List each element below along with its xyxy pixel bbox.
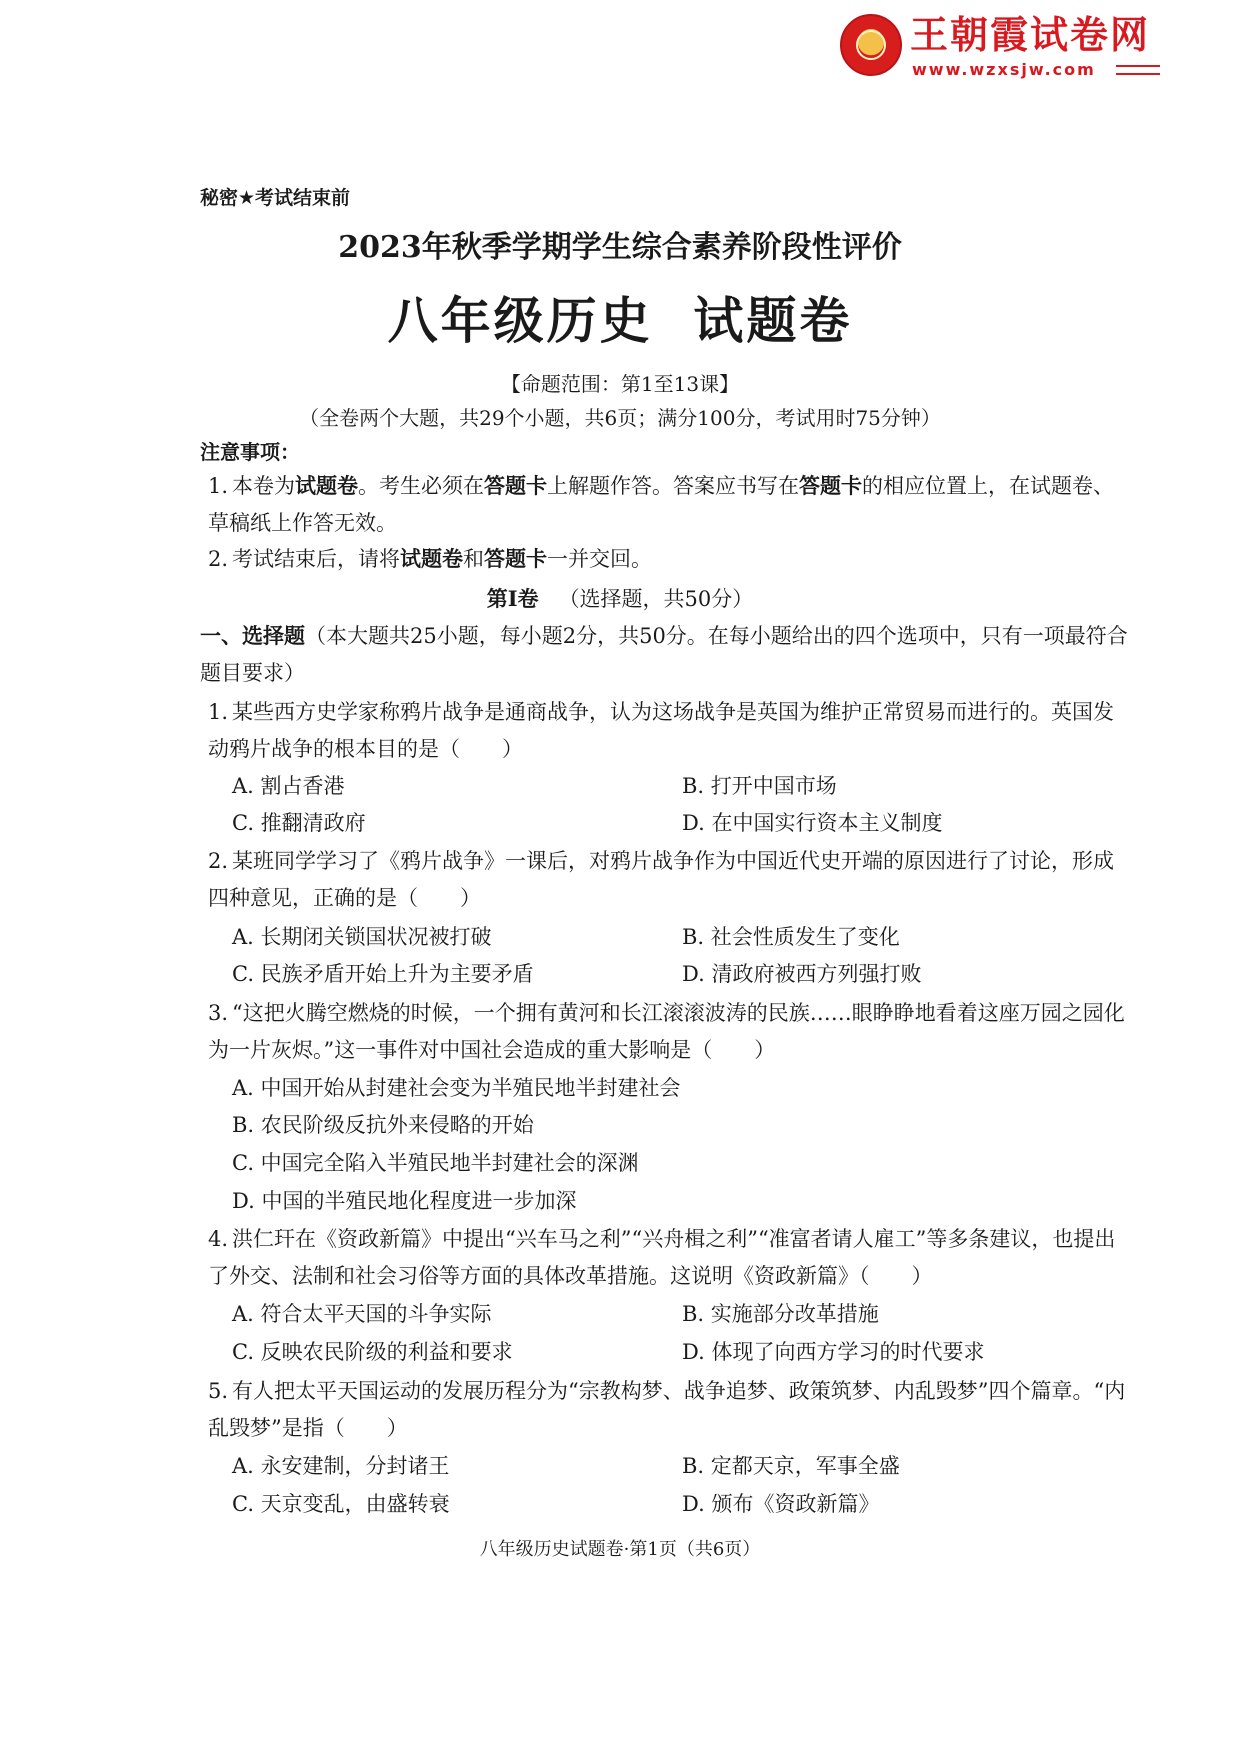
option-c: C. 推翻清政府 [232, 811, 366, 835]
option-b: B. 实施部分改革措施 [682, 1302, 879, 1326]
question-4-stem: 4. 洪仁玕在《资政新篇》中提出“兴车马之利”“兴舟楫之利”“准富者请人雇工”等多条建议，也提出了外交、法制和社会习俗等方面的具体改革措施。这说明《资政新篇》（ ） [208, 1227, 1116, 1288]
exam-range: 【命题范围：第1至13课】 [500, 372, 740, 396]
option-b: B. 农民阶级反抗外来侵略的开始 [232, 1113, 534, 1137]
option-a: A. 长期闭关锁国状况被打破 [232, 925, 492, 949]
option-d: D. 在中国实行资本主义制度 [682, 811, 943, 835]
note-item-1: 1. 本卷为试题卷。考生必须在答题卡上解题作答。答案应书写在答题卡的相应位置上，在试题卷、草稿纸上作答无效。 [208, 468, 1128, 542]
note-number: 1. [208, 474, 229, 498]
option-a: A. 中国开始从封建社会变为半殖民地半封建社会 [232, 1076, 681, 1100]
question-3-stem: 3. “这把火腾空燃烧的时候，一个拥有黄河和长江滚滚波涛的民族……眼睁睁地看着这座万园之园化为一片灰烬。”这一事件对中国社会造成的重大影响是（ ） [208, 1001, 1125, 1062]
option-d: D. 清政府被西方列强打败 [682, 962, 922, 986]
site-url: www.wzxsjw.com [912, 60, 1096, 79]
secret-label: 秘密★考试结束前 [200, 187, 351, 209]
question-5-stem: 5. 有人把太平天国运动的发展历程分为“宗教构梦、战争追梦、政策筑梦、内乱毁梦”四个篇章。“内乱毁梦”是指（ ） [208, 1379, 1126, 1440]
option-d: D. 中国的半殖民地化程度进一步加深 [232, 1189, 577, 1213]
option-b: B. 定都天京，军事全盛 [682, 1454, 900, 1478]
option-a: A. 符合太平天国的斗争实际 [232, 1302, 492, 1326]
option-a: A. 割占香港 [232, 774, 345, 798]
option-d: D. 体现了向西方学习的时代要求 [682, 1340, 985, 1364]
site-logo [840, 12, 1160, 80]
note-item-2: 2. 考试结束后，请将试题卷和答题卡一并交回。 [208, 541, 1128, 578]
option-c: C. 反映农民阶级的利益和要求 [232, 1340, 513, 1364]
question-1-stem: 1. 某些西方史学家称鸦片战争是通商战争，认为这场战争是英国为维护正常贸易而进行的。英国发动鸦片战争的根本目的是（ ） [208, 700, 1114, 761]
exam-info: （全卷两个大题，共29个小题，共6页；满分100分，考试用时75分钟） [299, 406, 941, 430]
option-b: B. 打开中国市场 [682, 774, 837, 798]
question-2-stem: 2. 某班同学学习了《鸦片战争》一课后，对鸦片战争作为中国近代史开端的原因进行了讨论，形成四种意见，正确的是（ ） [208, 849, 1114, 910]
page-footer: 八年级历史试题卷·第1页（共6页） [479, 1539, 761, 1560]
exam-title: 2023年秋季学期学生综合素养阶段性评价 [338, 230, 902, 265]
subject-title: 八年级历史 试题卷 [387, 292, 853, 350]
section-title: 第Ⅰ卷 （选择题，共50分） [486, 586, 754, 611]
notes-heading: 注意事项： [200, 440, 300, 464]
site-name: 王朝霞试卷网 [910, 13, 1151, 57]
option-c: C. 天京变乱，由盛转衰 [232, 1492, 450, 1516]
option-c: C. 民族矛盾开始上升为主要矛盾 [232, 962, 534, 986]
decorative-lines [1116, 65, 1160, 75]
note-number: 2. [208, 547, 229, 571]
option-c: C. 中国完全陷入半殖民地半封建社会的深渊 [232, 1151, 639, 1175]
option-d: D. 颁布《资政新篇》 [682, 1492, 880, 1516]
part-one-instructions: 一、选择题（本大题共25小题，每小题2分，共50分。在每小题给出的四个选项中，只有一项最符合题目要求） [200, 624, 1128, 685]
option-b: B. 社会性质发生了变化 [682, 925, 900, 949]
option-a: A. 永安建制，分封诸王 [232, 1454, 450, 1478]
seal-icon [840, 14, 902, 76]
